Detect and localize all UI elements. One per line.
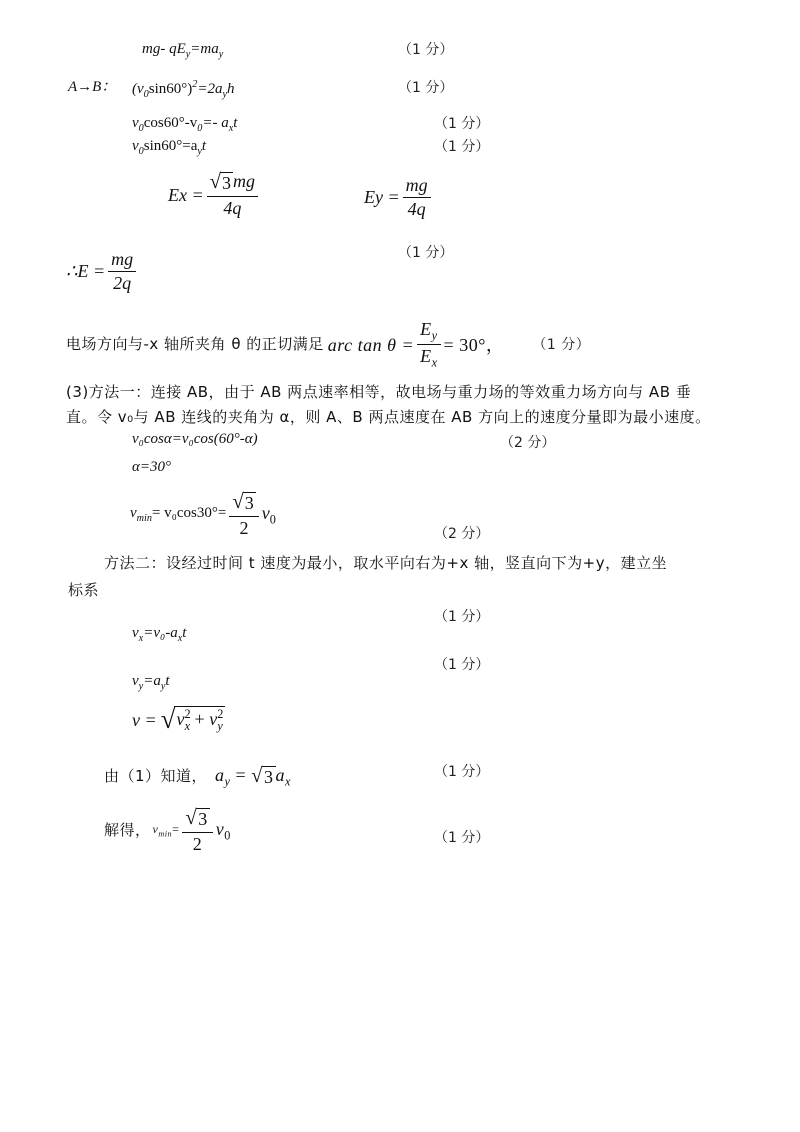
equation-horizontal-velocity: $v_0\cos 60^\circ-v_0=-$ $a_xt$ [132, 115, 238, 134]
equation-e-total: ∴E = $\frac{mg}{2q}$ [66, 250, 139, 293]
equation-ex: Ex = √ 3 mg 4q [168, 172, 261, 218]
score-mark: （1 分） [434, 830, 490, 846]
score-mark: （1 分） [434, 116, 490, 132]
field-direction-statement: 电场方向与-x 轴所夹角 θ 的正切满足 arc tan θ = $\frac{E_y}{E_x}$ = 30°， （1 分） [66, 319, 591, 371]
equation-vertical-motion: $(v_0\sin 60^\circ)^2=2a_yh$ [132, 79, 235, 100]
method-one-line-2: 直。令 v₀与 AB 连线的夹角为 α，则 A、B 两点速度在 AB 方向上的速度分量即为最小速度。 [66, 408, 711, 426]
score-mark: （1 分） [398, 245, 454, 261]
equation-ey: Ey = $\frac{mg}{4q}$ [364, 176, 434, 219]
method-one-line-1: (3)方法一：连接 AB，由于 AB 两点速率相等，故电场与重力场的等效重力场方向与 AB 垂 [66, 383, 692, 401]
relation-ay-ax: 由（1）知道， $a_y$ = √ 3 $a_x$ [104, 765, 291, 789]
vmin-method-one: $v_{min}= v_0\cos 30^\circ=$ √ 3 2 $v_0$ [130, 491, 276, 538]
alpha-result: α=30° [132, 459, 171, 475]
score-mark: （2 分） [434, 526, 490, 542]
score-mark: （1 分） [434, 609, 490, 625]
method-two-line-2: 标系 [68, 581, 100, 599]
score-mark: （1 分） [434, 139, 490, 155]
equation-vertical-velocity: $v_0\sin 60^\circ=a_yt$ [132, 138, 207, 157]
equation-vy: $v_y=a_yt$ [132, 673, 170, 692]
equation-y-force: mg- $qE_y=ma_y$ [142, 41, 224, 60]
score-mark: （2 分） [500, 435, 556, 451]
score-mark: （1 分） [398, 42, 454, 58]
score-mark: （1 分） [398, 80, 454, 96]
equation-vx: $v_x=v_0-a_xt$ [132, 625, 187, 644]
method-two-line-1: 方法二：设经过时间 t 速度为最小，取水平向右为+x 轴，竖直向下为+y，建立坐 [104, 554, 668, 572]
ab-label: A→B： [68, 79, 117, 95]
method-one-equation: v₀cosα=v₀cos(60°-α) [132, 431, 258, 447]
equation-speed-magnitude: v = √ $v^2_x + v^2_y$ [132, 704, 224, 734]
score-mark: （1 分） [434, 657, 490, 673]
final-solution: 解得， $v_{min}=$ √ 3 2 $v_0$ [104, 807, 231, 854]
score-mark: （1 分） [434, 764, 490, 780]
